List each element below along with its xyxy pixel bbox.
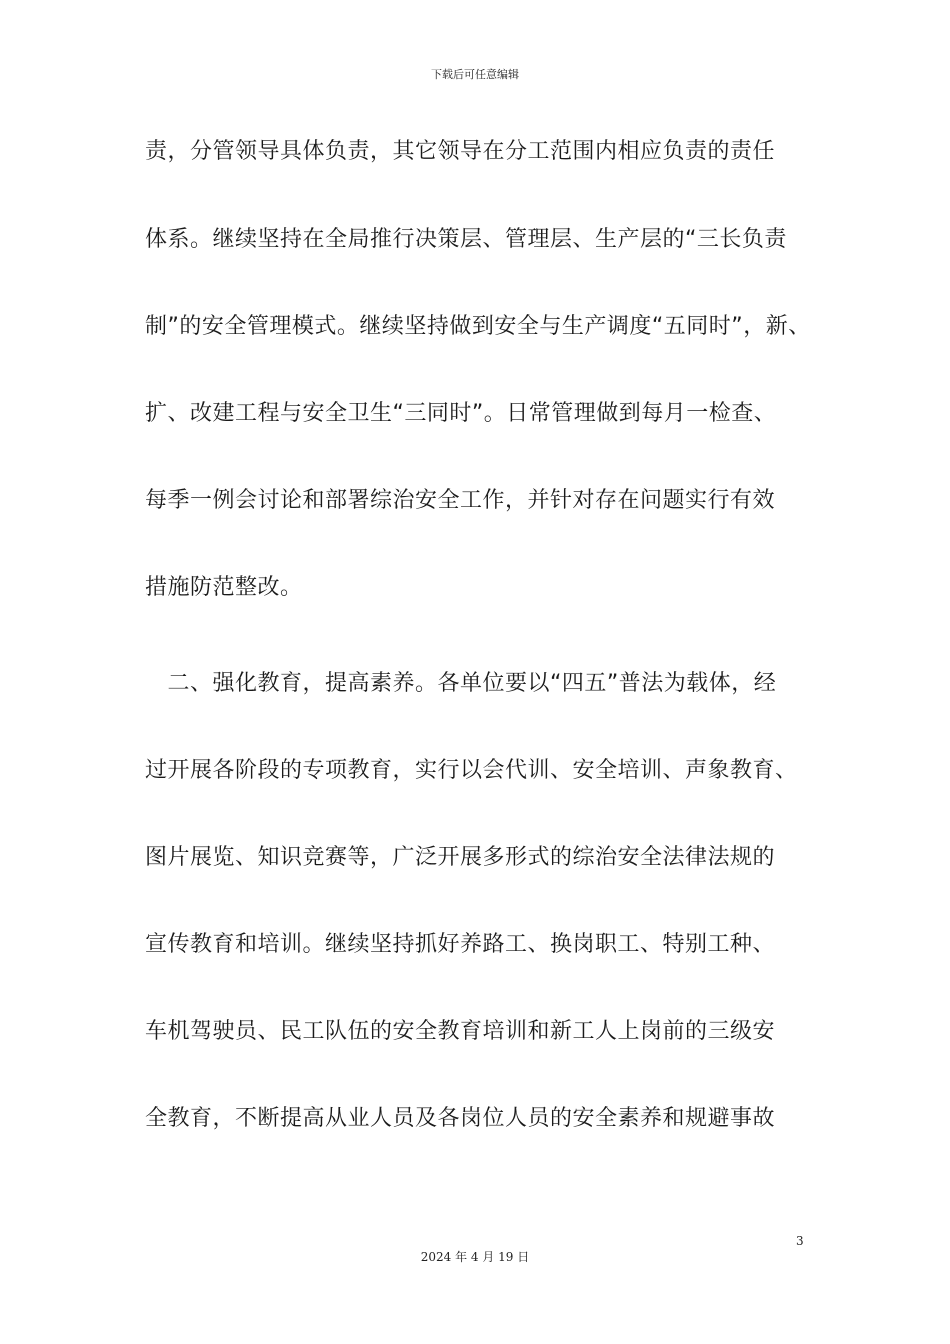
body-line: 二、强化教育，提高素养。各单位要以“四五”普法为载体，经	[145, 671, 777, 696]
body-line: 扩、改建工程与安全卫生“三同时”。日常管理做到每月一检查、	[145, 401, 777, 426]
body-line: 车机驾驶员、民工队伍的安全教育培训和新工人上岗前的三级安	[145, 1019, 776, 1044]
body-line: 过开展各阶段的专项教育，实行以会代训、安全培训、声象教育、	[145, 758, 798, 783]
body-line: 每季一例会讨论和部署综治安全工作，并针对存在问题实行有效	[145, 488, 776, 513]
body-line: 责，分管领导具体负责，其它领导在分工范围内相应负责的责任	[145, 139, 776, 164]
body-line: 全教育，不断提高从业人员及各岗位人员的安全素养和规避事故	[145, 1106, 776, 1131]
body-line: 宣传教育和培训。继续坚持抓好养路工、换岗职工、特别工种、	[145, 932, 776, 957]
page-number: 3	[796, 1234, 804, 1248]
body-line: 图片展览、知识竞赛等，广泛开展多形式的综治安全法律法规的	[145, 845, 776, 870]
page-header: 下载后可任意编辑	[431, 68, 519, 81]
body-line: 体系。继续坚持在全局推行决策层、管理层、生产层的“三长负责	[145, 227, 787, 252]
body-line: 措施防范整改。	[145, 575, 303, 600]
body-line: 制”的安全管理模式。继续坚持做到安全与生产调度“五同时”，新、	[145, 314, 811, 339]
footer-date: 2024 年 4 月 19 日	[420, 1250, 530, 1264]
